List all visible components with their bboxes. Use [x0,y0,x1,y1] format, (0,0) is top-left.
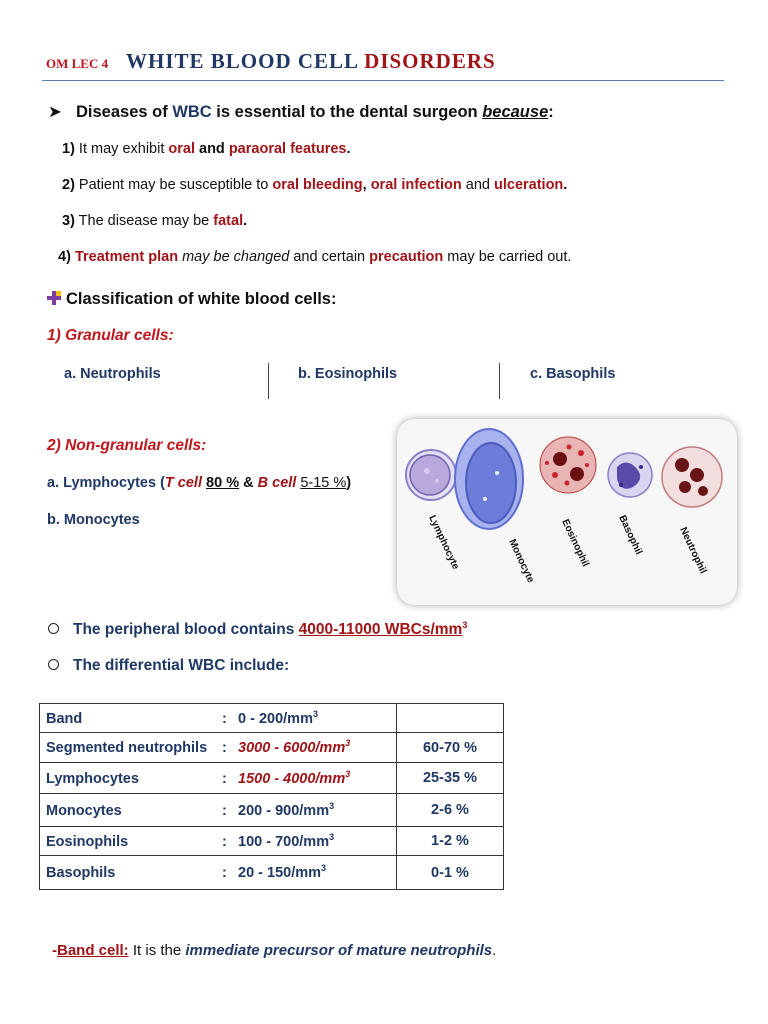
band-cell-emphasis: immediate precursor of mature neutrophils [185,942,493,959]
reason-text: . [563,177,568,193]
cell-percent: 2-6 % [397,794,504,827]
reason-highlight: precaution [369,249,444,265]
cell-type-range [40,827,397,856]
cell-range-value: 3000 - 6000/mm [238,740,346,757]
cell-colon: : [222,740,227,757]
reason-text: , [362,177,371,193]
column-divider [268,363,269,399]
tcell-percent: 80 % [206,475,240,491]
cell-type-range [40,856,397,890]
reason-highlight: oral [168,141,195,157]
reason-text: and [461,177,494,193]
cell-range-value: 100 - 700/mm [238,833,330,850]
reason-highlight: ulceration [494,177,564,193]
reason-text: It may exhibit [74,141,169,157]
granular-item-eosinophils: b. Eosinophils [298,366,398,382]
intro-because: because [482,103,549,121]
cell-type-range [40,704,397,733]
column-divider [499,363,500,399]
cell-colon: : [222,710,227,727]
cell-name: Basophils [46,865,116,882]
wbc-illustration [397,419,737,605]
neutrophil-cell-icon [662,447,722,507]
granular-item-basophils: c. Basophils [530,366,616,382]
cell-colon: : [222,865,227,882]
plus-bullet-icon [46,290,62,306]
cell-range-value: 200 - 900/mm [238,802,330,819]
cell-range [238,803,334,819]
reason-num: 1) [62,141,75,157]
header-divider [42,80,724,81]
cell-type-range [40,733,397,763]
cell-range-sup: 3 [329,832,335,843]
reason-num: 3) [62,213,75,229]
cell-colon: : [222,770,227,787]
table-row [40,794,504,827]
cell-percent: 0-1 % [397,856,504,890]
cell-range [238,834,334,850]
cell-range-value: 1500 - 4000/mm [238,770,346,787]
close-paren: ) [346,475,352,491]
bcell-label: B cell [257,475,297,491]
granular-item-neutrophils: a. Neutrophils [64,366,161,382]
title-part2: DISORDERS [364,49,496,73]
band-dash: - [52,942,57,959]
lecture-label: OM LEC 4 [46,56,109,71]
lymphocytes-label: a. Lymphocytes ( [47,475,165,491]
intro-text-1: Diseases of [76,103,173,121]
reason-text: . [346,141,351,157]
tcell-label: T cell [164,475,202,491]
monocyte-cell-icon [455,429,523,529]
reason-text: and [194,141,229,157]
label-lymphocyte: Lymphocyte [426,513,461,572]
peripheral-blood-line [48,620,467,639]
reason-text: . [243,213,248,229]
cell-range [238,771,350,787]
reason-text: may be carried out. [443,249,572,265]
band-cell-end: . [492,942,497,959]
arrow-bullet-icon: ➤ [48,103,62,121]
cell-colon: : [222,833,227,850]
bcell-percent: 5-15 % [300,475,347,491]
cell-percent: 60-70 % [397,733,504,763]
cell-name: Band [46,710,83,727]
lymphocyte-cell-icon [406,450,456,500]
cell-range-sup: 3 [345,738,351,749]
peripheral-text: The peripheral blood contains [73,621,299,639]
title-part1: WHITE BLOOD CELL [126,49,358,73]
table-row [40,733,504,763]
reason-text: and certain [289,249,370,265]
cell-percent: 25-35 % [397,763,504,794]
band-cell-text: It is the [128,942,186,959]
cell-range-sup: 3 [312,709,318,720]
intro-text-2: is essential to the dental surgeon [211,103,483,121]
cell-name: Segmented neutrophils [46,740,208,757]
reason-highlight: oral infection [370,177,462,193]
cell-range-sup: 3 [329,801,335,812]
peripheral-value: 4000-11000 WBCs/mm [298,621,463,639]
label-neutrophil: Neutrophil [677,525,709,576]
reason-num: 4) [58,249,71,265]
reason-text: The disease may be [74,213,214,229]
reason-3 [62,213,247,229]
classification-title: Classification of white blood cells: [66,290,337,308]
table-row [40,856,504,890]
classification-heading [46,288,336,309]
intro-wbc: WBC [172,103,212,121]
table-row [40,704,504,733]
table-row [40,827,504,856]
differential-text: The differential WBC include: [73,657,290,674]
circle-bullet-icon [48,623,59,634]
label-monocyte: Monocyte [506,537,536,585]
band-cell-label: Band cell: [57,942,129,959]
band-cell-line [52,942,496,959]
granular-heading: 1) Granular cells: [47,327,174,344]
cell-range [238,711,318,727]
label-eosinophil: Eosinophil [559,517,591,569]
nongranular-item-monocytes: b. Monocytes [47,512,140,528]
label-basophil: Basophil [616,513,645,557]
reason-1 [62,141,351,157]
reason-highlight: paraoral features [228,141,347,157]
peripheral-sup: 3 [462,620,468,630]
cell-range-value: 20 - 150/mm [238,865,322,882]
cell-range-sup: 3 [321,863,327,874]
differential-line [48,657,289,675]
basophil-cell-icon [608,453,652,497]
page-title [126,49,496,74]
cell-type-range [40,794,397,827]
cell-colon: : [222,802,227,819]
reason-4 [58,249,571,265]
nongranular-item-lymphocytes [47,475,351,491]
differential-wbc-table [39,703,504,890]
circle-bullet-icon [48,659,59,670]
cell-range-value: 0 - 200/mm [238,710,313,727]
reason-text: may be changed [178,249,290,265]
reason-num: 2) [62,177,75,193]
table-row [40,763,504,794]
cell-range-sup: 3 [345,769,351,780]
cell-name: Lymphocytes [46,770,139,787]
cell-percent: 1-2 % [397,827,504,856]
reason-highlight: oral bleeding [272,177,363,193]
nongranular-heading: 2) Non-granular cells: [47,437,207,454]
cell-name: Eosinophils [46,833,129,850]
reason-highlight: Treatment plan [74,249,179,265]
cell-name: Monocytes [46,802,122,819]
reason-2 [62,177,567,193]
cell-percent [397,704,504,733]
cell-type-range [40,763,397,794]
cell-range [238,740,350,756]
intro-colon: : [548,103,554,121]
reason-highlight: fatal [213,213,244,229]
eosinophil-cell-icon [540,437,596,493]
cell-range [238,865,326,881]
ampersand: & [239,475,258,491]
reason-text: Patient may be susceptible to [74,177,273,193]
intro-line [48,102,554,122]
